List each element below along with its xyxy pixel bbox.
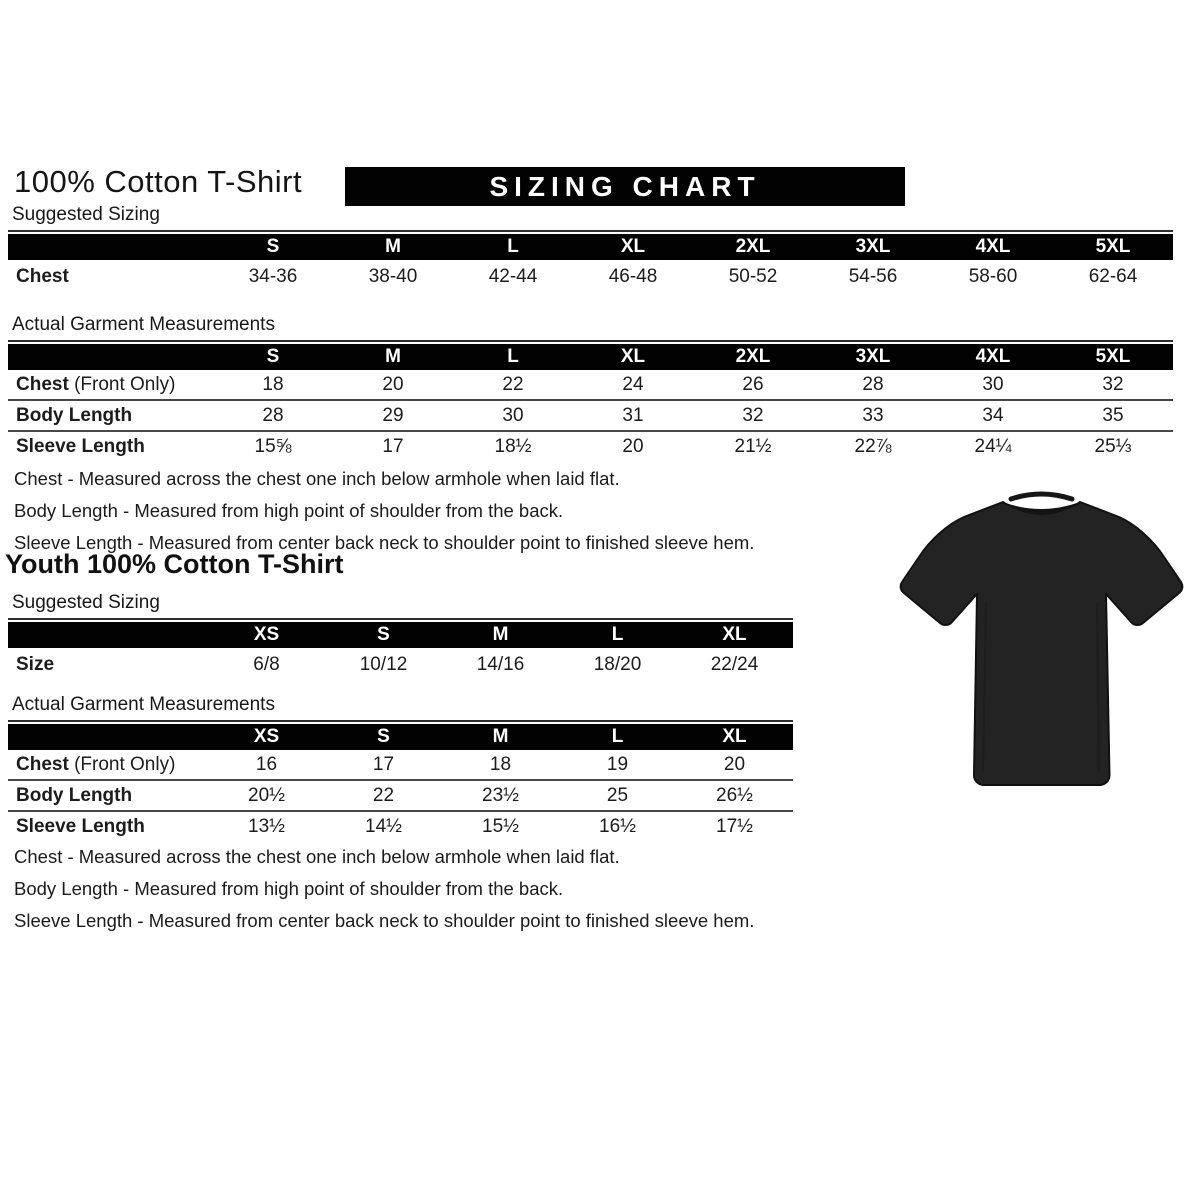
row-label: Sleeve Length <box>16 435 145 457</box>
col-header-m: M <box>442 622 559 648</box>
cell: 21½ <box>734 435 772 457</box>
sizing-chart-banner-label: SIZING CHART <box>489 170 761 202</box>
note-sleeve: Sleeve Length - Measured from center back neck to shoulder point to finished sleeve hem. <box>14 532 755 553</box>
cell: 16½ <box>599 815 636 837</box>
col-header-2xl: 2XL <box>693 344 813 370</box>
cell: 32 <box>1053 370 1173 400</box>
youth-suggested-table <box>8 622 793 681</box>
youth-section-title: Youth 100% Cotton T-Shirt <box>5 549 344 579</box>
cell: 38-40 <box>368 265 418 287</box>
youth-actual-section <box>8 695 793 841</box>
cell: 31 <box>573 400 693 431</box>
cell: 20 <box>622 435 644 457</box>
cell: 35 <box>1053 400 1173 431</box>
header-spacer <box>8 724 208 750</box>
col-header-4xl: 4XL <box>933 344 1053 370</box>
col-header-l: L <box>453 234 573 260</box>
sizing-chart-banner <box>345 167 905 206</box>
cell: 18 <box>213 370 333 400</box>
col-header-l: L <box>559 622 676 648</box>
cell: 16 <box>208 750 325 780</box>
cell: 34-36 <box>248 265 298 287</box>
cell: 42-44 <box>488 265 538 287</box>
table-row-sleeve-length <box>8 431 1173 461</box>
note-chest: Chest - Measured across the chest one inch below armhole when laid flat. <box>14 468 620 489</box>
col-header-m: M <box>333 344 453 370</box>
youth-actual-heading: Actual Garment Measurements <box>8 695 793 722</box>
header-spacer <box>8 622 208 648</box>
youth-measurement-notes <box>14 841 754 937</box>
cell: 17½ <box>716 815 753 837</box>
col-header-l: L <box>453 344 573 370</box>
adult-suggested-table <box>8 234 1173 293</box>
cell: 15½ <box>482 815 519 837</box>
table-row-body-length <box>8 780 793 811</box>
youth-suggested-header-row <box>8 622 793 648</box>
cell: 14½ <box>365 815 402 837</box>
col-header-4xl: 4XL <box>933 234 1053 260</box>
cell: 25⅓ <box>1094 435 1132 457</box>
cell: 28 <box>213 400 333 431</box>
col-header-3xl: 3XL <box>813 344 933 370</box>
table-row-sleeve-length <box>8 811 793 841</box>
youth-suggested-section <box>8 593 793 681</box>
cell: 24¼ <box>974 435 1012 457</box>
table-row-size <box>8 648 793 681</box>
adult-actual-table <box>8 344 1173 461</box>
col-header-m: M <box>333 234 453 260</box>
cell: 13½ <box>248 815 285 837</box>
row-label: Sleeve Length <box>16 815 145 837</box>
cell: 24 <box>573 370 693 400</box>
adult-actual-header-row <box>8 344 1173 370</box>
cell: 17 <box>325 750 442 780</box>
col-header-2xl: 2XL <box>693 234 813 260</box>
cell: 19 <box>559 750 676 780</box>
cell: 18½ <box>494 435 532 457</box>
cell: 46-48 <box>608 265 658 287</box>
cell: 29 <box>333 400 453 431</box>
col-header-3xl: 3XL <box>813 234 933 260</box>
note-sleeve: Sleeve Length - Measured from center back neck to shoulder point to finished sleeve hem. <box>14 910 755 931</box>
cell: 14/16 <box>476 653 525 675</box>
col-header-xl: XL <box>676 622 793 648</box>
col-header-5xl: 5XL <box>1053 234 1173 260</box>
col-header-s: S <box>325 622 442 648</box>
adult-measurement-notes <box>14 463 754 559</box>
cell: 20 <box>676 750 793 780</box>
cell: 18 <box>442 750 559 780</box>
header-spacer <box>8 344 213 370</box>
cell: 20 <box>333 370 453 400</box>
cell: 6/8 <box>253 653 280 675</box>
row-label: Body Length <box>8 400 213 431</box>
adult-actual-heading: Actual Garment Measurements <box>8 315 1173 342</box>
cell: 58-60 <box>968 265 1018 287</box>
row-label: Chest (Front Only) <box>8 750 208 780</box>
row-label: Chest <box>16 265 69 287</box>
cell: 20½ <box>208 780 325 811</box>
col-header-s: S <box>213 234 333 260</box>
cell: 22⅞ <box>854 435 892 457</box>
row-label: Size <box>16 653 55 675</box>
table-row-chest <box>8 750 793 780</box>
cell: 22 <box>453 370 573 400</box>
col-header-m: M <box>442 724 559 750</box>
col-header-s: S <box>213 344 333 370</box>
cell: 30 <box>453 400 573 431</box>
col-header-l: L <box>559 724 676 750</box>
cell: 50-52 <box>728 265 778 287</box>
col-header-xs: XS <box>208 622 325 648</box>
note-chest: Chest - Measured across the chest one inch below armhole when laid flat. <box>14 846 620 867</box>
cell: 62-64 <box>1088 265 1138 287</box>
cell: 26 <box>693 370 813 400</box>
col-header-xl: XL <box>676 724 793 750</box>
adult-suggested-heading: Suggested Sizing <box>8 205 1173 232</box>
col-header-xs: XS <box>208 724 325 750</box>
cell: 18/20 <box>593 653 642 675</box>
note-body: Body Length - Measured from high point of shoulder from the back. <box>14 500 564 521</box>
table-row-chest <box>8 260 1173 293</box>
cell: 30 <box>933 370 1053 400</box>
cell: 54-56 <box>848 265 898 287</box>
cell: 25 <box>559 780 676 811</box>
adult-suggested-section <box>8 205 1173 293</box>
adult-suggested-header-row <box>8 234 1173 260</box>
cell: 28 <box>813 370 933 400</box>
note-body: Body Length - Measured from high point of shoulder from the back. <box>14 878 564 899</box>
table-row-chest <box>8 370 1173 400</box>
black-tshirt-photo <box>890 472 1190 820</box>
col-header-xl: XL <box>573 344 693 370</box>
adult-actual-section <box>8 315 1173 461</box>
cell: 23½ <box>442 780 559 811</box>
cell: 22 <box>325 780 442 811</box>
tshirt-illustration <box>890 472 1190 820</box>
header-spacer <box>8 234 213 260</box>
row-label: Body Length <box>8 780 208 811</box>
cell: 32 <box>693 400 813 431</box>
youth-actual-table <box>8 724 793 841</box>
cell: 34 <box>933 400 1053 431</box>
row-label: Chest (Front Only) <box>8 370 213 400</box>
cell: 17 <box>382 435 404 457</box>
page-title: 100% Cotton T-Shirt <box>14 164 303 199</box>
youth-suggested-heading: Suggested Sizing <box>8 593 793 620</box>
col-header-s: S <box>325 724 442 750</box>
table-row-body-length <box>8 400 1173 431</box>
youth-actual-header-row <box>8 724 793 750</box>
cell: 26½ <box>676 780 793 811</box>
cell: 22/24 <box>710 653 759 675</box>
cell: 10/12 <box>359 653 408 675</box>
cell: 33 <box>813 400 933 431</box>
col-header-5xl: 5XL <box>1053 344 1173 370</box>
col-header-xl: XL <box>573 234 693 260</box>
cell: 15⅝ <box>254 435 292 457</box>
